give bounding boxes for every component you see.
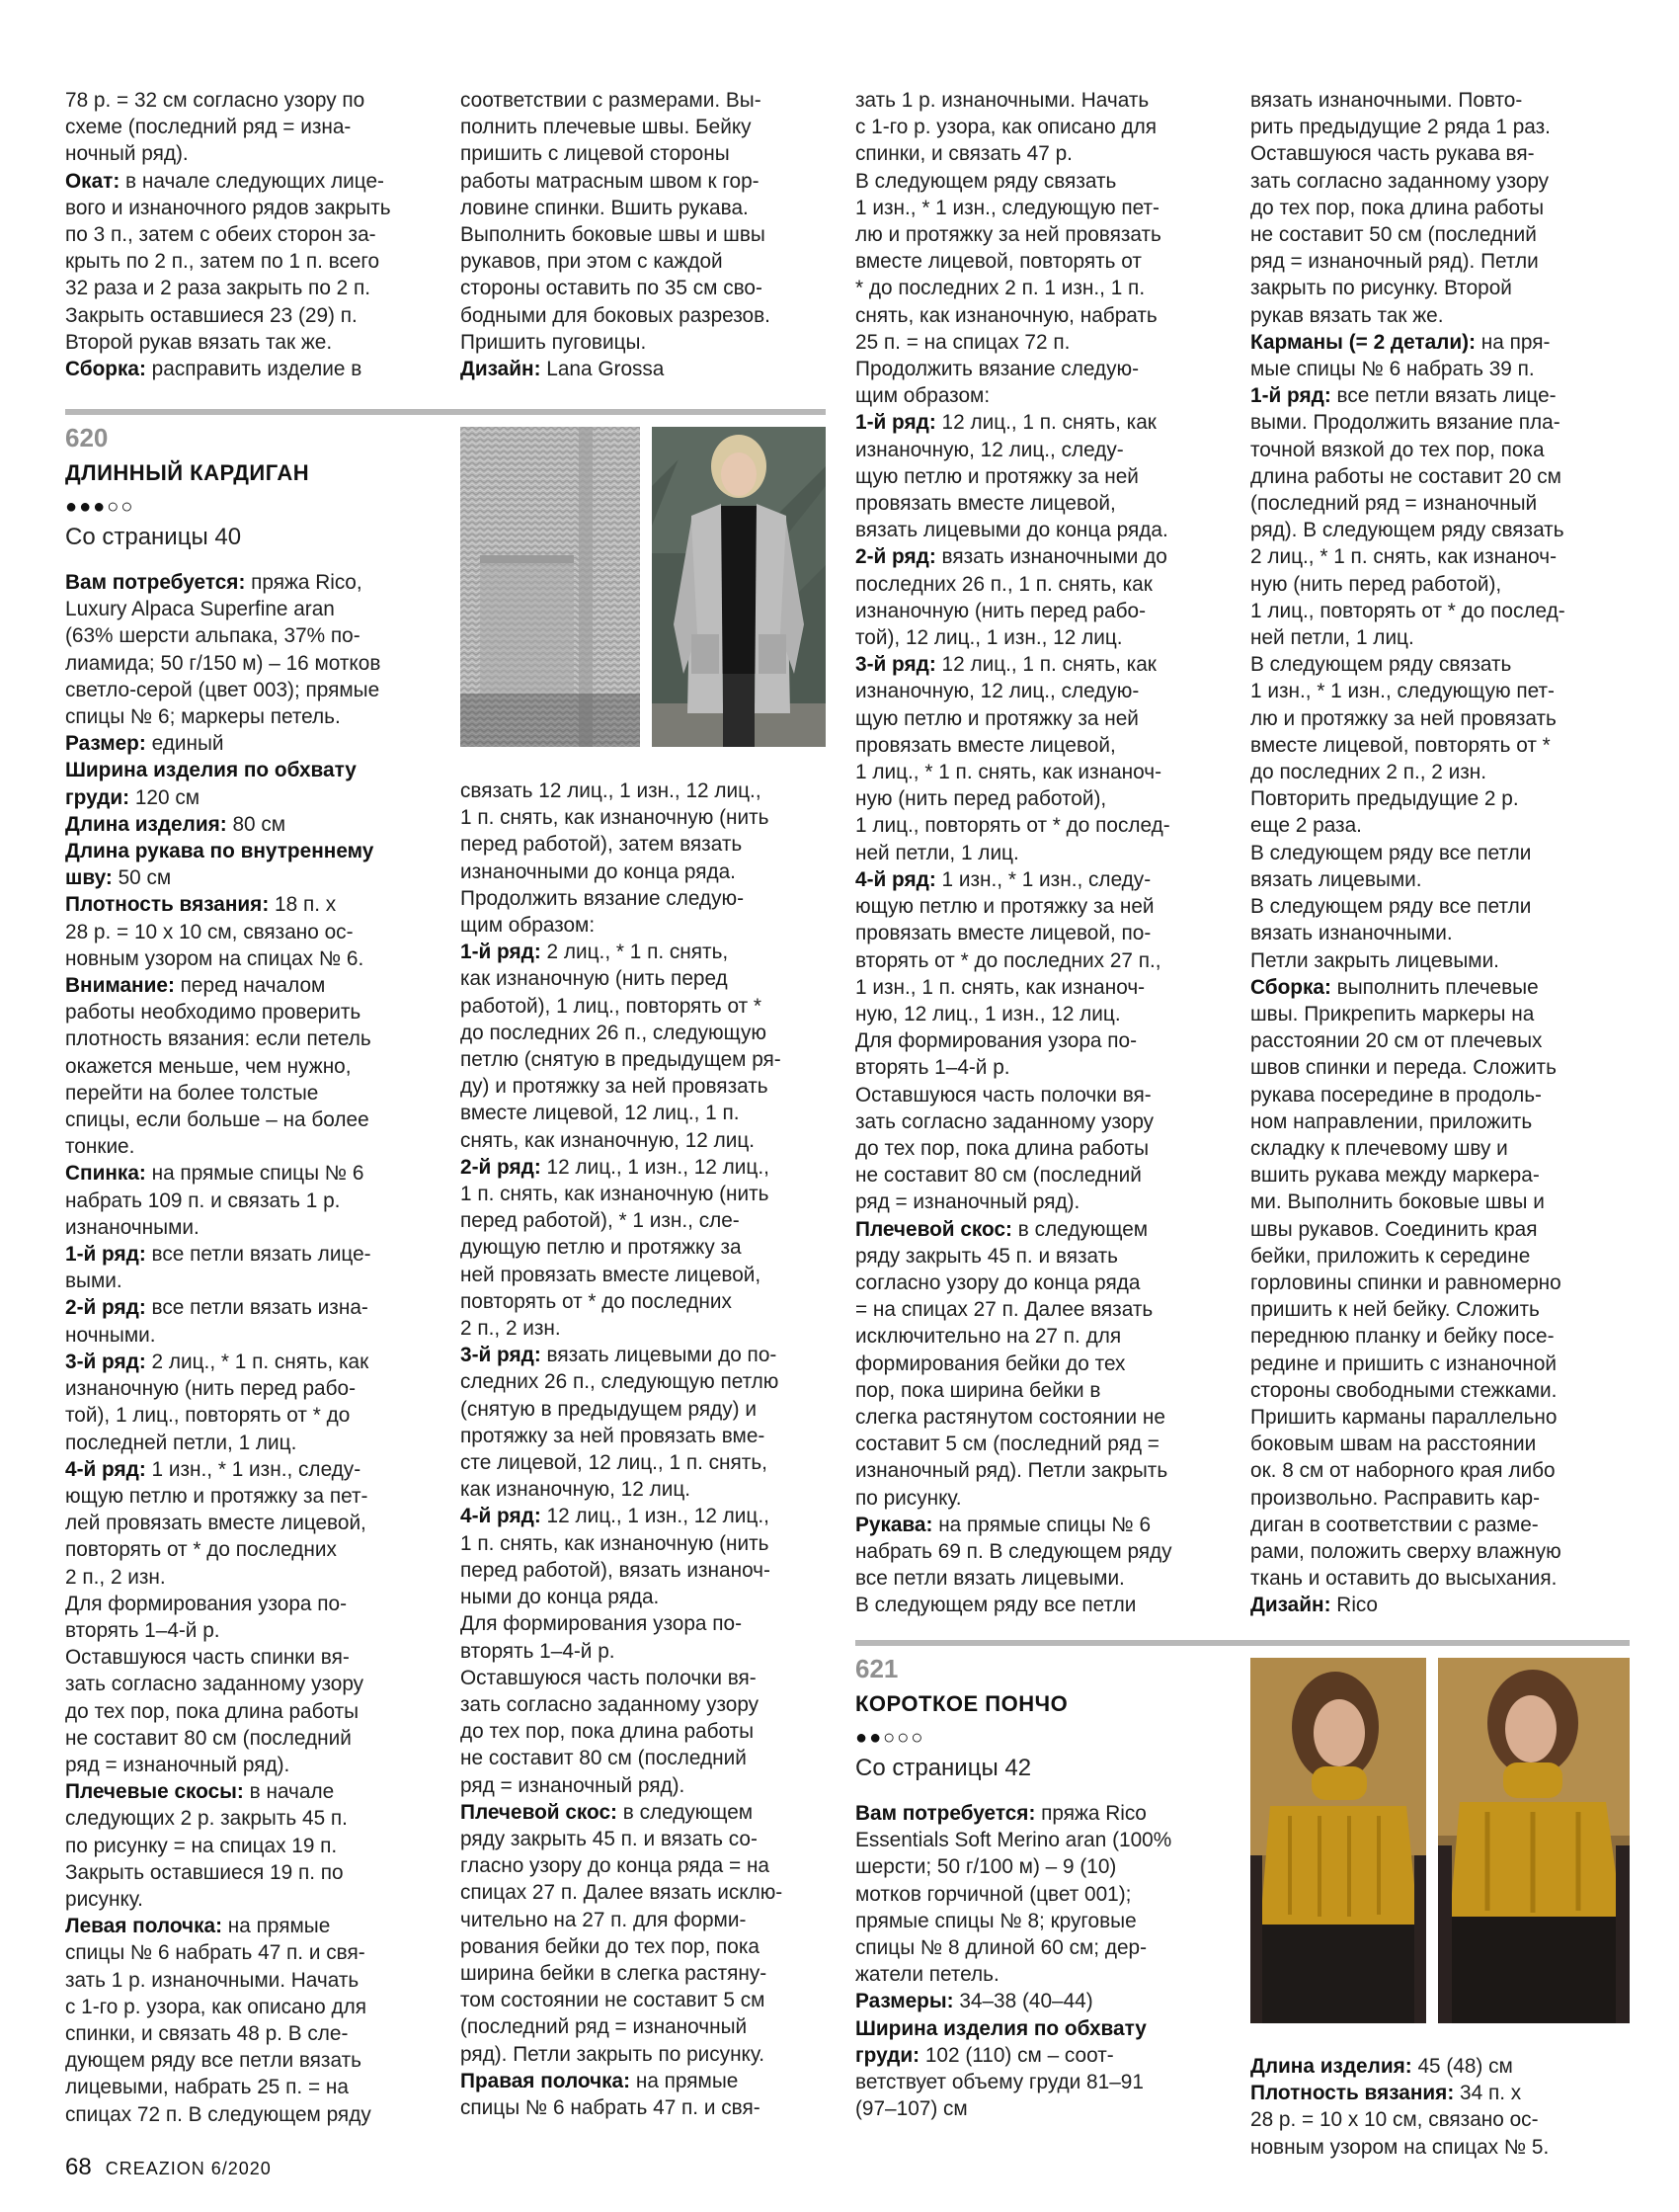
text-line: ряд = изнаночный ряд). Петли — [1250, 250, 1539, 274]
text-line: спинки, и связать 48 р. В сле- — [65, 2021, 349, 2045]
text-line: спицы № 8 длиной 60 см; дер- — [855, 1936, 1148, 1960]
text-line: зать согласно заданному узору — [1250, 169, 1550, 193]
section-621-title: КОРОТКОЕ ПОНЧО — [855, 1691, 1069, 1716]
difficulty-empty-dots: ○○ — [107, 496, 135, 518]
text-line: зать согласно заданному узору — [65, 1673, 364, 1696]
text-line: произвольно. Расправить кар- — [1250, 1486, 1541, 1510]
text-line: ном направлении, приложить — [1250, 1109, 1533, 1133]
text-line: Оставшуюся часть рукава вя- — [1250, 142, 1535, 166]
text-line: 3-й ряд: вязать лицевыми до по- — [460, 1344, 777, 1367]
text-line: Оставшуюся часть полочки вя- — [855, 1083, 1152, 1106]
text-line: ветствует объему груди 81–91 — [855, 2071, 1144, 2094]
page-footer — [65, 2154, 272, 2181]
text-line: выми. Продолжить вязание пла- — [1250, 411, 1560, 435]
text-line: Внимание: перед началом — [65, 974, 326, 998]
text-line: 3-й ряд: 12 лиц., 1 п. снять, как — [855, 653, 1157, 677]
text-line: Плечевые скосы: в начале — [65, 1780, 335, 1804]
text-line: спицах 72 п. В следующем ряду — [65, 2102, 371, 2126]
text-line: выми. — [65, 1270, 122, 1293]
text-line: ную, 12 лиц., 1 изн., 12 лиц. — [855, 1002, 1121, 1025]
text-line: пришить с лицевой стороны — [460, 142, 730, 166]
text-line: новным узором на спицах № 5. — [1250, 2135, 1550, 2159]
text-line: мотков горчичной (цвет 001); — [855, 1882, 1132, 1906]
text-line: до тех пор, пока длина работы — [65, 1699, 360, 1723]
col1-section620-text — [65, 569, 431, 2128]
text-line: шву: 50 см — [65, 866, 172, 890]
text-line: Сборка: выполнить плечевые — [1250, 975, 1539, 999]
text-line: последней петли, 1 лиц. — [65, 1431, 297, 1454]
text-line: горловины спинки и равномерно — [1250, 1270, 1561, 1294]
text-line: окажется меньше, чем нужно, — [65, 1054, 352, 1078]
text-line: том состоянии не составит 5 см — [460, 1989, 765, 2012]
text-line: В следующем ряду связать — [855, 169, 1117, 193]
text-line: Для формирования узора по- — [855, 1029, 1138, 1053]
text-line: Закрыть оставшиеся 23 (29) п. — [65, 303, 358, 327]
text-line: 1-й ряд: 2 лиц., * 1 п. снять, — [460, 941, 729, 964]
text-line: рисунку. — [65, 1887, 143, 1911]
col1-top-text — [65, 87, 431, 382]
text-line: зать 1 р. изнаночными. Начать — [855, 89, 1150, 112]
text-line: 1-й ряд: 12 лиц., 1 п. снять, как — [855, 411, 1157, 435]
text-line: Ширина изделия по обхвату — [855, 2016, 1147, 2040]
text-line: вместе лицевой, повторять от * — [1250, 733, 1551, 757]
text-line: груди: 102 (110) см – соот- — [855, 2043, 1114, 2067]
text-line: вязать изнаночными. — [1250, 922, 1453, 945]
text-line: работы необходимо проверить — [65, 1001, 361, 1024]
text-line: ряд). Петли закрыть по рисунку. — [460, 2042, 764, 2066]
text-line: Длина изделия: 45 (48) см — [1250, 2055, 1513, 2078]
text-line: новным узором на спицах № 6. — [65, 946, 364, 970]
text-line: 2-й ряд: 12 лиц., 1 изн., 12 лиц., — [460, 1155, 769, 1179]
text-line: спицы № 6; маркеры петель. — [65, 705, 341, 729]
text-line: вшить рукава между маркера- — [1250, 1164, 1540, 1188]
text-line: (снятую в предыдущем ряду) и — [460, 1397, 757, 1421]
text-line: бодными для боковых разрезов. — [460, 303, 770, 327]
text-line: перед работой), * 1 изн., сле- — [460, 1209, 740, 1233]
text-line: щим образом: — [855, 384, 991, 408]
text-line: 2 лиц., * 1 п. снять, как изнаноч- — [1250, 545, 1557, 569]
text-line: Дизайн: Lana Grossa — [460, 358, 665, 381]
text-line: Продолжить вязание следую- — [460, 886, 744, 910]
text-line: еще 2 раза. — [1250, 814, 1362, 838]
text-line: Оставшуюся часть полочки вя- — [460, 1666, 757, 1689]
text-line: следних 26 п., следующую петлю — [460, 1370, 779, 1394]
text-line: Плотность вязания: 18 п. х — [65, 893, 337, 917]
section-620-rule — [65, 409, 826, 415]
text-line: зать согласно заданному узору — [460, 1692, 760, 1716]
col4-section620-text — [1250, 87, 1616, 1619]
text-line: сте лицевой, 12 лиц., 1 п. снять, — [460, 1451, 767, 1475]
text-line: снять, как изнаночную, набрать — [855, 303, 1158, 327]
col3-section621-text — [855, 1800, 1221, 2122]
difficulty-empty-dots: ○○○ — [883, 1727, 925, 1749]
text-line: ней петли, 1 лиц. — [1250, 626, 1414, 650]
text-line: В следующем ряду связать — [1250, 653, 1512, 677]
poncho-model-photo-right — [1438, 1658, 1630, 2023]
section-621-number: 621 — [855, 1654, 899, 1683]
text-line: Essentials Soft Merino aran (100% — [855, 1829, 1172, 1852]
text-line: ряд = изнаночный ряд). — [855, 1190, 1080, 1214]
text-line: согласно узору до конца ряда — [855, 1270, 1141, 1294]
text-line: Рукава: на прямые спицы № 6 — [855, 1513, 1152, 1536]
text-line: ночными. — [65, 1323, 156, 1347]
text-line: 1 лиц., повторять от * до послед- — [855, 814, 1170, 838]
text-line: той), 1 лиц., повторять от * до — [65, 1404, 351, 1428]
text-line: до тех пор, пока длина работы — [460, 1720, 755, 1744]
text-line: той), 12 лиц., 1 изн., 12 лиц. — [855, 626, 1123, 650]
text-line: 1 лиц., повторять от * до послед- — [1250, 599, 1565, 622]
text-line: ную (нить перед работой), — [855, 787, 1107, 811]
col2-section620-text — [460, 778, 826, 2121]
text-line: щую петлю и протяжку за ней — [855, 706, 1139, 730]
text-line: ширина бейки в слегка растяну- — [460, 1961, 767, 1985]
text-line: рить предыдущие 2 ряда 1 раз. — [1250, 116, 1551, 139]
text-line: составит 5 см (последний ряд = — [855, 1433, 1159, 1456]
text-line: лю и протяжку за ней провязать — [1250, 706, 1557, 730]
text-line: (последний ряд = изнаночный — [1250, 492, 1538, 516]
text-line: лей провязать вместе лицевой, — [65, 1512, 366, 1535]
text-line: связать 12 лиц., 1 изн., 12 лиц., — [460, 779, 761, 802]
text-line: как изнаночную (нить перед — [460, 967, 728, 991]
text-line: все петли вязать лицевыми. — [855, 1567, 1125, 1591]
text-line: вместе лицевой, повторять от — [855, 250, 1142, 274]
text-line: лицевыми, набрать 25 п. = на — [65, 2076, 349, 2099]
text-line: по 3 п., затем с обеих сторон за- — [65, 223, 376, 247]
text-line: 1 п. снять, как изнаночную (нить — [460, 806, 769, 830]
text-line: не составит 80 см (последний — [855, 1164, 1142, 1188]
text-line: ными до конца ряда. — [460, 1586, 660, 1609]
text-line: дующую петлю и протяжку за — [460, 1236, 742, 1260]
text-line: по рисунку. — [855, 1486, 962, 1510]
text-line: рукава посередине в продоль- — [1250, 1083, 1542, 1106]
text-line: набрать 69 п. В следующем ряду — [855, 1539, 1172, 1563]
text-line: Продолжить вязание следую- — [855, 358, 1139, 381]
text-line: В следующем ряду все петли — [855, 1594, 1137, 1617]
text-line: жатели петель. — [855, 1963, 999, 1987]
text-line: изнаночную (нить перед рабо- — [65, 1377, 357, 1401]
text-line: ряд). В следующем ряду связать — [1250, 519, 1564, 542]
text-line: 2-й ряд: вязать изнаночными до — [855, 545, 1167, 569]
text-line: груди: 120 см — [65, 785, 200, 809]
text-line: лю и протяжку за ней провязать — [855, 223, 1161, 247]
text-line: с 1-го р. узора, как описано для — [855, 116, 1157, 139]
section-620-number: 620 — [65, 423, 109, 452]
text-line: Дизайн: Rico — [1250, 1594, 1378, 1617]
text-line: Luxury Alpaca Superfine aran — [65, 598, 335, 621]
text-line: 4-й ряд: 1 изн., * 1 изн., следу- — [855, 867, 1152, 891]
text-line: переднюю планку и бейку посе- — [1250, 1325, 1555, 1349]
text-line: 1 изн., 1 п. снять, как изнаноч- — [855, 975, 1146, 999]
text-line: 1 изн., * 1 изн., следующую пет- — [855, 196, 1159, 219]
text-line: соответствии с размерами. Вы- — [460, 89, 761, 112]
text-line: Закрыть оставшиеся 19 п. по — [65, 1860, 344, 1884]
text-line: ряд = изнаночный ряд). — [460, 1773, 685, 1797]
text-line: спинки, и связать 47 р. — [855, 142, 1073, 166]
text-line: повторять от * до последних — [460, 1289, 732, 1313]
text-line: щим образом: — [460, 914, 596, 938]
text-line: Окат: в начале следующих лице- — [65, 169, 384, 193]
text-line: до тех пор, пока длина работы — [1250, 196, 1545, 219]
text-line: светло-серой (цвет 003); прямые — [65, 678, 380, 701]
text-line: редине и пришить с изнаночной — [1250, 1352, 1558, 1375]
text-line: закрыть по рисунку. Второй — [1250, 277, 1512, 300]
text-line: 1-й ряд: все петли вязать лице- — [1250, 384, 1557, 408]
text-line: Вам потребуется: пряжа Rico — [855, 1802, 1147, 1825]
text-line: ми. Выполнить боковые швы и — [1250, 1190, 1545, 1214]
text-line: перед работой), затем вязать — [460, 833, 743, 857]
text-line: 1 п. снять, как изнаночную (нить — [460, 1531, 769, 1555]
text-line: Для формирования узора по- — [65, 1592, 348, 1615]
text-line: вязать лицевыми до конца ряда. — [855, 519, 1168, 542]
section-620-difficulty — [65, 496, 134, 519]
text-line: пришить к ней бейку. Сложить — [1250, 1298, 1540, 1322]
text-line: Левая полочка: на прямые — [65, 1915, 331, 1938]
cardigan-detail-photo — [460, 427, 640, 747]
text-line: 2-й ряд: все петли вязать изна- — [65, 1296, 368, 1320]
text-line: 4-й ряд: 12 лиц., 1 изн., 12 лиц., — [460, 1505, 769, 1528]
text-line: провязать вместе лицевой, — [855, 492, 1116, 516]
text-line: по рисунку = на спицах 19 п. — [65, 1834, 338, 1857]
text-line: пор, пока ширина бейки в — [855, 1378, 1101, 1402]
text-line: изнаночную, 12 лиц., следую- — [855, 680, 1140, 703]
text-line: набрать 109 п. и связать 1 р. — [65, 1188, 341, 1212]
text-line: ющую петлю и протяжку за ней — [855, 895, 1155, 919]
text-line: ющую петлю и протяжку за пет- — [65, 1484, 368, 1508]
text-line: изнаночными. — [65, 1215, 200, 1239]
text-line: швов спинки и переда. Сложить — [1250, 1056, 1557, 1080]
text-line: стороны оставить по 35 см сво- — [460, 277, 762, 300]
text-line: изнаночную, 12 лиц., следу- — [855, 438, 1124, 461]
text-line: изнаночную (нить перед рабо- — [855, 599, 1147, 622]
text-line: Для формирования узора по- — [460, 1612, 743, 1636]
text-line: Плечевой скос: в следующем — [460, 1800, 754, 1824]
text-line: прямые спицы № 8; круговые — [855, 1909, 1137, 1932]
text-line: швы рукавов. Соединить края — [1250, 1217, 1538, 1241]
text-line: швы. Прикрепить маркеры на — [1250, 1002, 1535, 1025]
text-line: Длина рукава по внутреннему — [65, 840, 374, 863]
col2-top-text — [460, 87, 826, 382]
text-line: 2 п., 2 изн. — [460, 1317, 561, 1341]
text-line: (97–107) см — [855, 2097, 968, 2121]
text-line: вторять от * до последних 27 п., — [855, 948, 1161, 972]
text-line: Карманы (= 2 детали): на пря- — [1250, 330, 1551, 354]
text-line: Пришить карманы параллельно — [1250, 1405, 1558, 1429]
text-line: 2 п., 2 изн. — [65, 1565, 166, 1589]
text-line: Плотность вязания: 34 п. х — [1250, 2082, 1522, 2105]
text-line: В следующем ряду все петли — [1250, 841, 1532, 864]
text-line: 1 изн., * 1 изн., следующую пет- — [1250, 680, 1555, 703]
text-line: мые спицы № 6 набрать 39 п. — [1250, 358, 1535, 381]
text-line: изнаночными до конца ряда. — [460, 860, 736, 883]
text-line: ней петли, 1 лиц. — [855, 841, 1019, 864]
text-line: Сборка: расправить изделие в — [65, 358, 362, 381]
text-line: Плечевой скос: в следующем — [855, 1217, 1149, 1241]
text-line: чительно на 27 п. для форми- — [460, 1908, 747, 1931]
text-line: полнить плечевые швы. Бейку — [460, 116, 752, 139]
section-620-title: ДЛИННЫЙ КАРДИГАН — [65, 460, 310, 485]
col4-section621-text — [1250, 2053, 1616, 2161]
text-line: с 1-го р. узора, как описано для — [65, 1995, 366, 2018]
text-line: слегка растянутом состоянии не — [855, 1405, 1165, 1429]
text-line: гласно узору до конца ряда = на — [460, 1854, 769, 1878]
text-line: складку к плечевому шву и — [1250, 1136, 1508, 1160]
text-line: не составит 50 см (последний — [1250, 223, 1537, 247]
text-line: ную (нить перед работой), — [1250, 572, 1502, 596]
text-line: вторять 1–4-й р. — [65, 1618, 220, 1642]
text-line: диган в соответствии с разме- — [1250, 1513, 1539, 1536]
text-line: (63% шерсти альпака, 37% по- — [65, 624, 360, 648]
text-line: перейти на более толстые — [65, 1081, 319, 1105]
text-line: 1-й ряд: все петли вязать лице- — [65, 1243, 371, 1267]
text-line: тонкие. — [65, 1135, 135, 1159]
text-line: последних 26 п., 1 п. снять, как — [855, 572, 1153, 596]
text-line: боковым швам на расстоянии — [1250, 1433, 1537, 1456]
text-line: ряду закрыть 45 п. и вязать — [855, 1244, 1118, 1268]
text-line: ловине спинки. Вшить рукава. — [460, 196, 749, 219]
section-621-source: Со страницы 42 — [855, 1755, 1032, 1781]
text-line: Вам потребуется: пряжа Rico, — [65, 571, 362, 594]
text-line: ночный ряд). — [65, 142, 189, 166]
text-line: = на спицах 27 п. Далее вязать — [855, 1298, 1154, 1322]
poncho-model-photo-left — [1250, 1658, 1426, 2023]
text-line: спицах 27 п. Далее вязать исклю- — [460, 1881, 783, 1905]
col3-section620-text — [855, 87, 1221, 1619]
text-line: петлю (снятую в предыдущем ря- — [460, 1048, 781, 1072]
text-line: Повторить предыдущие 2 р. — [1250, 787, 1519, 811]
text-line: 1 п. снять, как изнаночную (нить — [460, 1183, 769, 1206]
text-line: В следующем ряду все петли — [1250, 895, 1532, 919]
text-line: щую петлю и протяжку за ней — [855, 464, 1139, 488]
text-line: зать 1 р. изнаночными. Начать — [65, 1968, 360, 1992]
text-line: крыть по 2 п., затем по 1 п. всего — [65, 250, 380, 274]
text-line: протяжку за ней провязать вме- — [460, 1424, 765, 1447]
text-line: провязать вместе лицевой, — [855, 733, 1116, 757]
text-line: вязать лицевыми. — [1250, 867, 1422, 891]
text-line: Пришить пуговицы. — [460, 330, 647, 354]
text-line: ок. 8 см от наборного края либо — [1250, 1459, 1556, 1483]
text-line: 1 лиц., * 1 п. снять, как изнаноч- — [855, 761, 1161, 784]
difficulty-filled-dots: ●●● — [65, 496, 108, 518]
text-line: вторять 1–4-й р. — [855, 1056, 1010, 1080]
text-line: ду) и протяжку за ней провязать — [460, 1075, 768, 1099]
section-621-rule — [855, 1640, 1630, 1646]
text-line: Спинка: на прямые спицы № 6 — [65, 1162, 364, 1186]
text-line: вместе лицевой, 12 лиц., 1 п. — [460, 1102, 740, 1125]
text-line: Второй рукав вязать так же. — [65, 330, 333, 354]
text-line: ней провязать вместе лицевой, — [460, 1263, 761, 1286]
text-line: точной вязкой до тех пор, пока — [1250, 438, 1545, 461]
text-line: перед работой), вязать изнаноч- — [460, 1558, 770, 1582]
text-line: ряду закрыть 45 п. и вязать со- — [460, 1827, 758, 1850]
text-line: 78 р. = 32 см согласно узору по — [65, 89, 365, 112]
text-line: формирования бейки до тех — [855, 1352, 1126, 1375]
text-line: до последних 26 п., следующую — [460, 1021, 766, 1044]
text-line: ряд = изнаночный ряд). — [65, 1753, 290, 1776]
text-line: шерсти; 50 г/100 м) – 9 (10) — [855, 1855, 1117, 1879]
text-line: спицы № 6 набрать 47 п. и свя- — [65, 1941, 365, 1965]
text-line: до тех пор, пока длина работы — [855, 1136, 1150, 1160]
text-line: Размер: единый — [65, 732, 224, 756]
magazine-issue: CREAZION 6/2020 — [105, 2159, 272, 2178]
text-line: снять, как изнаночную, 12 лиц. — [460, 1128, 756, 1152]
text-line: не составит 80 см (последний — [65, 1726, 352, 1750]
text-line: рования бейки до тех пор, пока — [460, 1934, 760, 1958]
text-line: схеме (последний ряд = изна- — [65, 116, 352, 139]
text-line: плотность вязания: если петель — [65, 1027, 371, 1051]
text-line: повторять от * до последних — [65, 1538, 337, 1562]
text-line: Выполнить боковые швы и швы — [460, 223, 765, 247]
text-line: вого и изнаночного рядов закрыть — [65, 196, 391, 219]
text-line: работы матрасным швом к гор- — [460, 169, 760, 193]
text-line: работой), 1 лиц., повторять от * — [460, 994, 761, 1018]
text-line: до последних 2 п., 2 изн. — [1250, 761, 1487, 784]
text-line: длина работы не составит 20 см — [1250, 464, 1561, 488]
page-number: 68 — [65, 2154, 92, 2180]
text-line: бейки, приложить к середине — [1250, 1244, 1531, 1268]
text-line: 32 раза и 2 раза закрыть по 2 п. — [65, 277, 371, 300]
text-line: дующем ряду все петли вязать — [65, 2049, 361, 2073]
difficulty-filled-dots: ●● — [855, 1727, 884, 1749]
text-line: 28 р. = 10 х 10 см, связано ос- — [1250, 2108, 1539, 2132]
text-line: вторять 1–4-й р. — [460, 1639, 615, 1663]
text-line: как изнаночную, 12 лиц. — [460, 1478, 691, 1502]
text-line: изнаночный ряд). Петли закрыть — [855, 1459, 1168, 1483]
text-line: зать согласно заданному узору — [855, 1109, 1155, 1133]
text-line: Ширина изделия по обхвату — [65, 759, 357, 782]
section-620-source: Со страницы 40 — [65, 524, 242, 550]
text-line: провязать вместе лицевой, по- — [855, 922, 1152, 945]
text-line: Петли закрыть лицевыми. — [1250, 948, 1499, 972]
text-line: рукав вязать так же. — [1250, 303, 1444, 327]
text-line: спицы, если больше – на более — [65, 1108, 369, 1132]
text-line: не составит 80 см (последний — [460, 1747, 747, 1770]
text-line: исключительно на 27 п. для — [855, 1325, 1122, 1349]
text-line: Оставшуюся часть спинки вя- — [65, 1646, 350, 1670]
text-line: Длина изделия: 80 см — [65, 812, 286, 836]
text-line: 4-й ряд: 1 изн., * 1 изн., следу- — [65, 1457, 361, 1481]
text-line: рами, положить сверху влажную — [1250, 1539, 1561, 1563]
text-line: стороны свободными стежками. — [1250, 1378, 1558, 1402]
text-line: рукавов, при этом с каждой — [460, 250, 723, 274]
text-line: вязать изнаночными. Повто- — [1250, 89, 1523, 112]
text-line: 25 п. = на спицах 72 п. — [855, 330, 1071, 354]
cardigan-model-photo — [652, 427, 826, 747]
section-621-difficulty — [855, 1727, 924, 1750]
text-line: следующих 2 р. закрыть 45 п. — [65, 1807, 348, 1831]
text-line: лиамида; 50 г/150 м) – 16 мотков — [65, 651, 381, 675]
text-line: Размеры: 34–38 (40–44) — [855, 1990, 1093, 2013]
text-line: Правая полочка: на прямые — [460, 2069, 739, 2092]
text-line: расстоянии 20 см от плечевых — [1250, 1029, 1543, 1053]
text-line: 3-й ряд: 2 лиц., * 1 п. снять, как — [65, 1350, 369, 1373]
text-line: * до последних 2 п. 1 изн., 1 п. — [855, 277, 1146, 300]
text-line: 28 р. = 10 х 10 см, связано ос- — [65, 920, 354, 943]
text-line: спицы № 6 набрать 47 п. и свя- — [460, 2095, 760, 2119]
text-line: ткань и оставить до высыхания. — [1250, 1567, 1558, 1591]
text-line: (последний ряд = изнаночный — [460, 2015, 748, 2039]
